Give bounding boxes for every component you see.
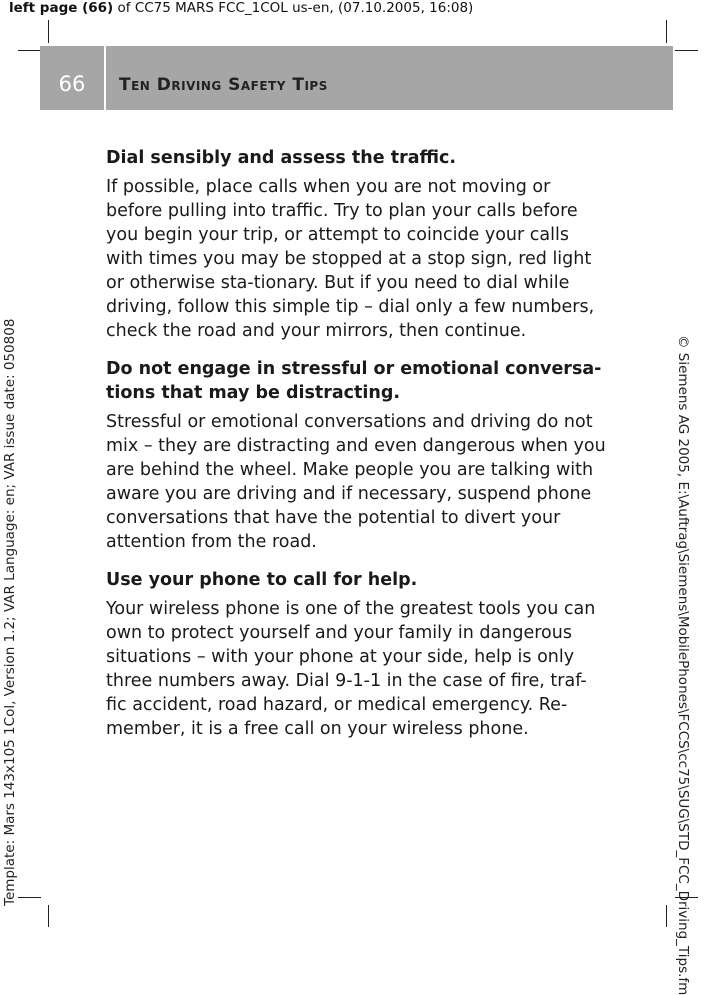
tip-section-conversations: [106, 357, 606, 554]
header-divider: [104, 46, 106, 110]
print-info-line: [9, 0, 473, 16]
crop-mark: [675, 50, 698, 51]
page-content: [106, 146, 606, 755]
copyright-path-vertical: © Siemens AG 2005, E:\Auftrag\Siemens\MobilePhones\FCCS\cc75\SUG\STD_FCC_Driving_Tips.fm: [675, 335, 691, 995]
print-info-side: left page (66): [9, 0, 114, 16]
tip-section-help: [106, 568, 606, 741]
crop-mark: [666, 905, 667, 927]
crop-mark: [48, 20, 49, 43]
print-info-rest: of CC75 MARS FCC_1COL us-en, (07.10.2005, 16:08): [113, 0, 474, 16]
page-number: 66: [58, 72, 86, 96]
crop-mark: [666, 20, 667, 43]
section-heading: Dial sensibly and assess the traffic.: [106, 148, 457, 168]
chapter-title: Ten Driving Safety Tips: [119, 75, 328, 95]
tip-section-dial: [106, 146, 606, 343]
section-body: Stressful or emotional conversations and driving do not mix – they are distracting and even dangerous when you are behind the wheel. Make people you are talking with aware you are driving and if necessary, suspend phone conversations that have the potential to divert your attention from the road.: [106, 412, 606, 552]
crop-mark: [18, 897, 41, 898]
section-body: Your wireless phone is one of the greatest tools you can own to protect yourself and your family in dangerous situations – with your phone at your side, help is only three numbers away. Dial 9-1-1 in the case of fire, traf-fic accident, road hazard, or medical emergency. Re-member, it is a free call on your wireless phone.: [106, 599, 596, 739]
crop-mark: [48, 905, 49, 927]
section-heading: Do not engage in stressful or emotional conversa-tions that may be distracting.: [106, 359, 602, 403]
template-info-vertical: Template: Mars 143x105 1Col, Version 1.2; VAR Language: en; VAR issue date: 050808: [2, 318, 18, 906]
section-body: If possible, place calls when you are not moving or before pulling into traffic. Try to plan your calls before you begin your trip, or attempt to coincide your calls with times you may be stopped at a stop sign, red light or otherwise sta-tionary. But if you need to dial while driving, follow this simple tip – dial only a few numbers, check the road and your mirrors, then continue.: [106, 177, 595, 341]
crop-mark: [18, 50, 41, 51]
section-heading: Use your phone to call for help.: [106, 570, 418, 590]
